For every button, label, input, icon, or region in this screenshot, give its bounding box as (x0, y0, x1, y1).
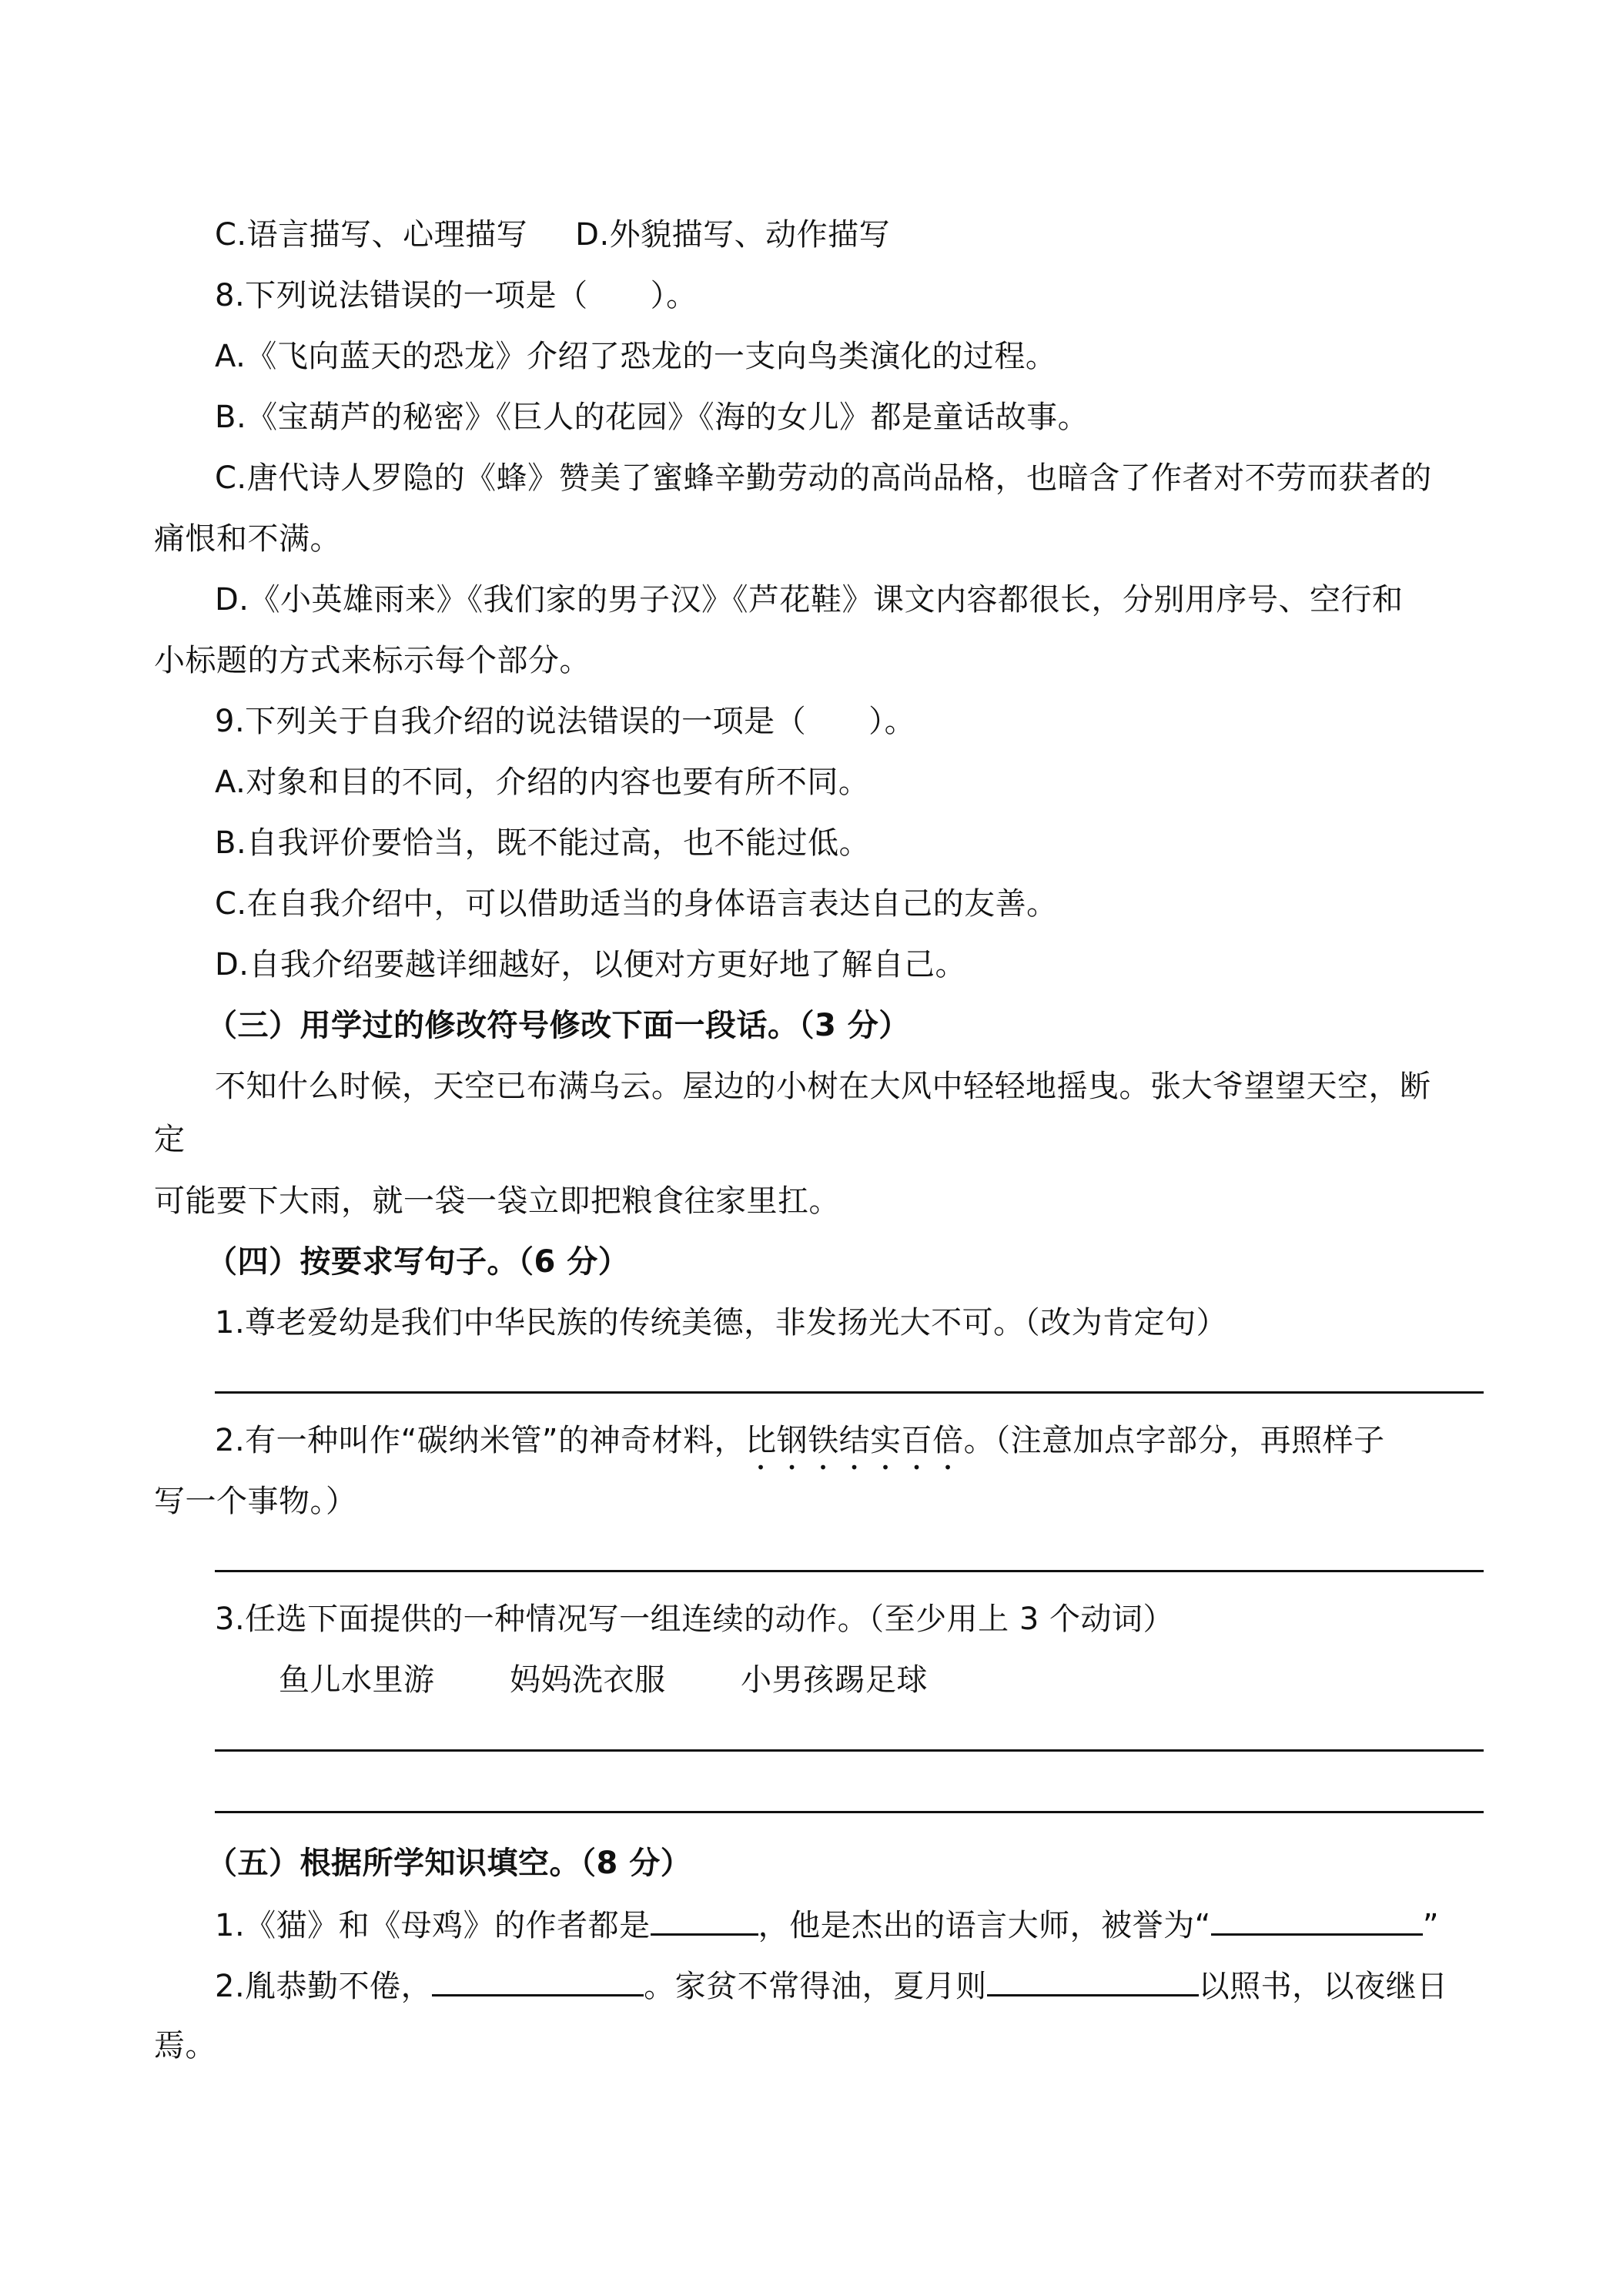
q8-option-a: A.《飞向蓝天的恐龙》介绍了恐龙的一支向鸟类演化的过程。 (215, 339, 1057, 374)
answer-line-item1[interactable] (215, 1391, 1484, 1394)
q9-stem: 9.下列关于自我介绍的说法错误的一项是（ ）。 (215, 704, 916, 739)
section5-item2-line2: 焉。 (154, 2028, 216, 2063)
item1-text-c: ” (1422, 1908, 1440, 1943)
item2-text-before: 2.有一种叫作“碳纳米管”的神奇材料， (215, 1423, 746, 1458)
section4-item2-line1 (215, 1419, 1385, 1477)
blank-title[interactable] (1211, 1903, 1423, 1936)
answer-line-item3-b[interactable] (215, 1811, 1484, 1813)
choice-3: 小男孩踢足球 (741, 1662, 928, 1698)
item2-text-c: 以照书，以夜继日 (1198, 1969, 1448, 2004)
section3-heading: （三）用学过的修改符号修改下面一段话。（3 分） (206, 1008, 910, 1043)
q8-stem: 8.下列说法错误的一项是（ ）。 (215, 278, 698, 313)
answer-line-item3-a[interactable] (215, 1749, 1484, 1752)
section3-paragraph-line1: 不知什么时候，天空已布满乌云。屋边的小树在大风中轻轻地摇曳。张大爷望望天空，断 (215, 1069, 1431, 1104)
q9-option-a: A.对象和目的不同，介绍的内容也要有所不同。 (215, 765, 870, 800)
q8-option-d-line2: 小标题的方式来标示每个部分。 (154, 643, 591, 678)
q8-option-d-line1: D.《小英雄雨来》《我们家的男子汉》《芦花鞋》课文内容都很长，分别用序号、空行和 (215, 582, 1404, 618)
blank-author[interactable] (651, 1903, 758, 1936)
section3-paragraph-line2: 定 (154, 1122, 186, 1157)
blank-quote-2[interactable] (987, 1963, 1199, 1996)
q7-option-c: C.语言描写、心理描写 (215, 217, 528, 253)
item2-dotted-phrase: 比钢铁结实百倍 (745, 1423, 964, 1458)
item2-text-a: 2.胤恭勤不倦， (215, 1969, 433, 2004)
q7-option-d: D.外貌描写、动作描写 (575, 217, 891, 253)
section4-item2-line2: 写一个事物。） (154, 1484, 357, 1519)
q7-options-line (215, 213, 890, 256)
choice-1: 鱼儿水里游 (279, 1662, 435, 1698)
q9-option-d: D.自我介绍要越详细越好，以便对方更好地了解自己。 (215, 947, 967, 982)
q8-option-b: B.《宝葫芦的秘密》《巨人的花园》《海的女儿》都是童话故事。 (215, 400, 1089, 435)
blank-quote-1[interactable] (432, 1963, 644, 1996)
q9-option-b: B.自我评价要恰当，既不能过高，也不能过低。 (215, 825, 871, 861)
section4-item1: 1.尊老爱幼是我们中华民族的传统美德，非发扬光大不可。（改为肯定句） (215, 1305, 1228, 1340)
q8-option-c-line2: 痛恨和不满。 (154, 521, 341, 557)
item2-text-b: 。家贫不常得油，夏月则 (644, 1969, 987, 2004)
item1-text-b: ，他是杰出的语言大师，被誉为“ (758, 1908, 1211, 1943)
section4-item3: 3.任选下面提供的一种情况写一组连续的动作。（至少用上 3 个动词） (215, 1602, 1175, 1637)
section5-item1 (215, 1903, 1439, 1947)
section4-heading: （四）按要求写句子。（6 分） (206, 1244, 630, 1280)
q9-option-c: C.在自我介绍中，可以借助适当的身体语言表达自己的友善。 (215, 886, 1058, 922)
section3-paragraph-line3: 可能要下大雨，就一袋一袋立即把粮食往家里扛。 (154, 1183, 840, 1219)
q8-option-c-line1: C.唐代诗人罗隐的《蜂》赞美了蜜蜂辛勤劳动的高尚品格，也暗含了作者对不劳而获者的 (215, 460, 1432, 496)
choice-2: 妈妈洗衣服 (510, 1662, 666, 1698)
answer-line-item2[interactable] (215, 1570, 1484, 1572)
item1-text-a: 1.《猫》和《母鸡》的作者都是 (215, 1908, 651, 1943)
section5-heading: （五）根据所学知识填空。（8 分） (206, 1846, 692, 1881)
item2-text-after: 。（注意加点字部分，再照样子 (963, 1423, 1385, 1458)
section5-item2-line1 (215, 1963, 1448, 2008)
